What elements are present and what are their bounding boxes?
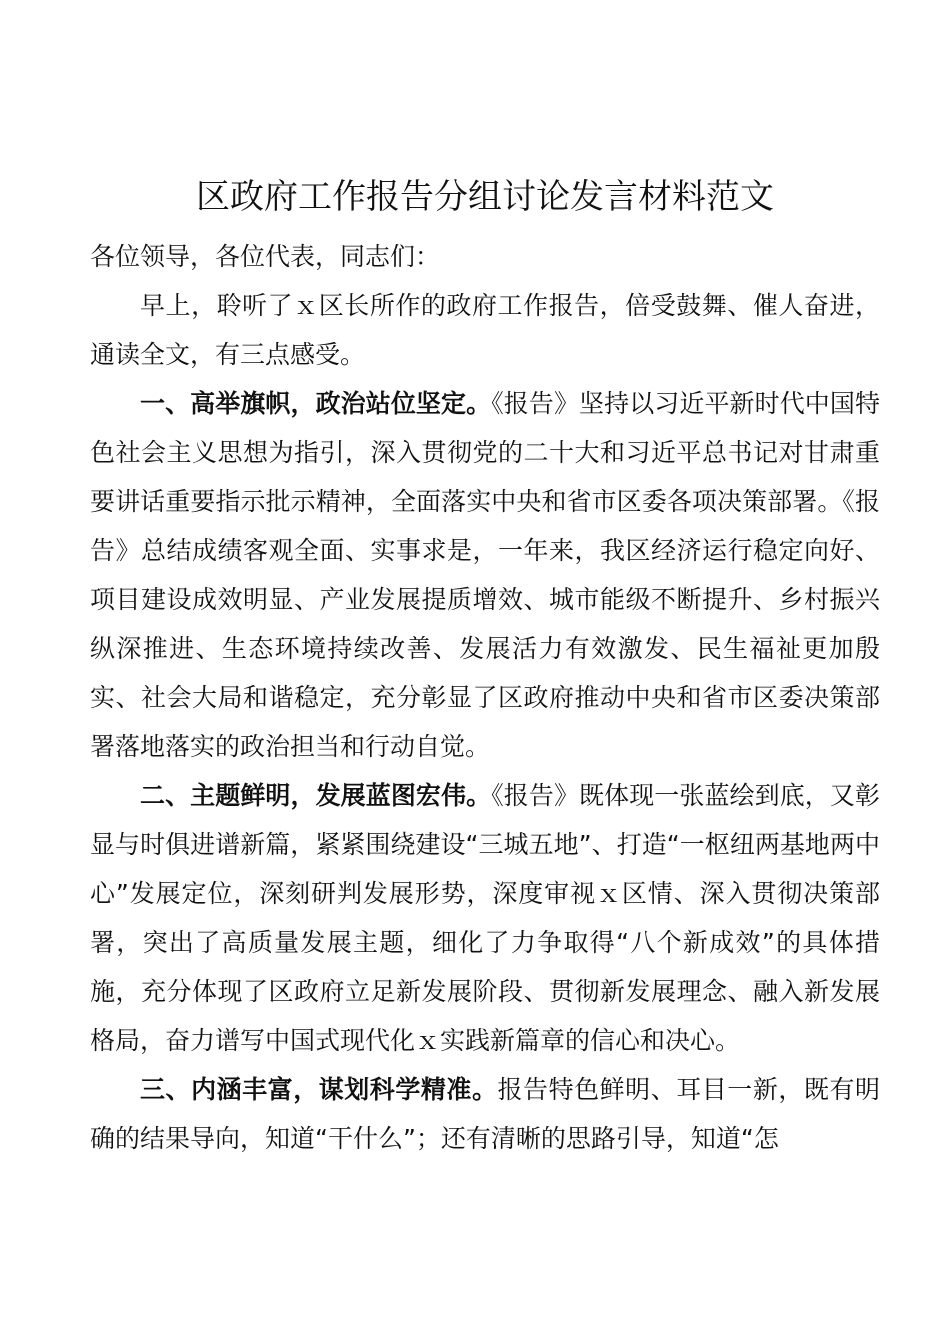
paragraph-heading: 三、内涵丰富，谋划科学精准。 <box>140 1075 498 1104</box>
greeting-line: 各位领导，各位代表，同志们： <box>90 242 441 271</box>
paragraph-text: 《报告》坚持以习近平新时代中国特色社会主义思想为指引，深入贯彻党的二十大和习近平总书记对甘肃重要讲话重要指示批示精神，全面落实中央和省市区委各项决策部署。《报告》总结成绩客观全面、实事求是，一年来，我区经济运行稳定向好、项目建设成效明显、产业发展提质增效、城市能级不断提升、乡村振兴纵深推进、生态环境持续改善、发展活力有效激发、民生福祉更加殷实、社会大局和谐稳定，充分彰显了区政府推动中央和省市区委决策部署落地落实的政治担当和行动自觉。 <box>90 389 880 761</box>
paragraph-point-3 <box>90 1065 880 1163</box>
paragraph-heading: 一、高举旗帜，政治站位坚定。 <box>140 389 492 418</box>
paragraph-text: 早上，聆听了ｘ区长所作的政府工作报告，倍受鼓舞、催人奋进，通读全文，有三点感受。 <box>90 291 880 369</box>
document-title: 区政府工作报告分组讨论发言材料范文 <box>196 177 774 217</box>
paragraph-point-2 <box>90 771 880 1065</box>
paragraph-text: 报告特色鲜明、耳目一新，既有明确的结果导向，知道“干什么”；还有清晰的思路引导，知道“怎 <box>90 1075 880 1153</box>
paragraph-heading: 二、主题鲜明，发展蓝图宏伟。 <box>140 781 492 810</box>
paragraph-point-1 <box>90 379 880 771</box>
document-page <box>90 170 880 1163</box>
paragraph-text: 《报告》既体现一张蓝绘到底，又彰显与时俱进谱新篇，紧紧围绕建设“三城五地”、打造“一枢纽两基地两中心”发展定位，深刻研判发展形势，深度审视ｘ区情、深入贯彻决策部署，突出了高质量发展主题，细化了力争取得“八个新成效”的具体措施，充分体现了区政府立足新发展阶段、贯彻新发展理念、融入新发展格局，奋力谱写中国式现代化ｘ实践新篇章的信心和决心。 <box>90 781 880 1055</box>
paragraph-intro <box>90 281 880 379</box>
